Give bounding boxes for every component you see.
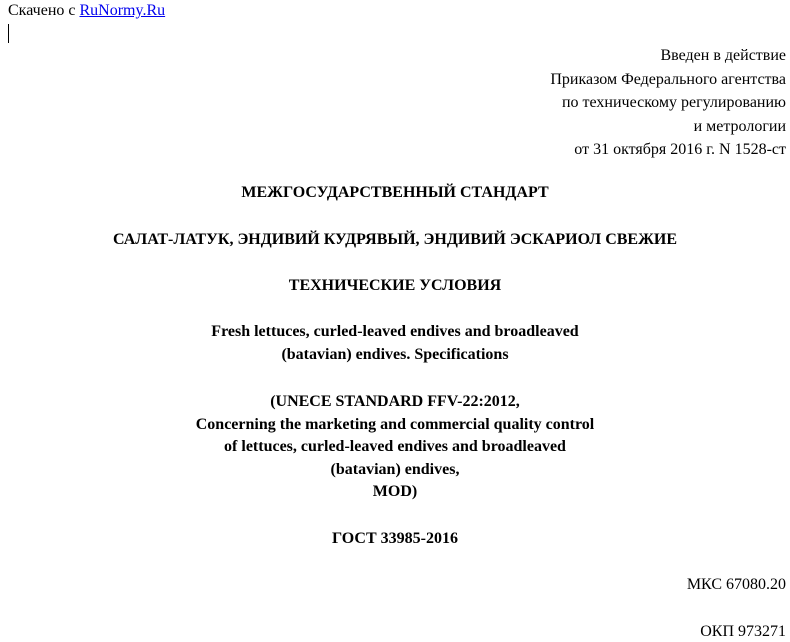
mks-code: МКС 67080.20 [686,576,786,593]
text-cursor [8,24,9,43]
title-en-line: (batavian) endives. Specifications [281,345,509,363]
unece-line: (batavian) endives, [330,460,460,478]
unece-line: MOD) [372,483,418,500]
okp-code: ОКП 973271 [700,623,786,640]
introduction-line: от 31 октября 2016 г. N 1528-ст [574,141,786,158]
introduction-line: и метрологии [693,117,786,135]
gost-number-text: ГОСТ 33985-2016 [332,530,458,547]
introduction-block [550,44,786,162]
download-source-line [8,1,165,21]
runormy-link[interactable]: RuNormy.Ru [79,2,166,19]
title-en-line: Fresh lettuces, curled-leaved endives and broadleaved [211,323,579,340]
standard-type [0,182,790,205]
unece-block [0,391,790,504]
introduction-line: Приказом Федерального агентства [550,70,786,88]
introduction-line: Введен в действие [660,47,786,64]
unece-line: Concerning the marketing and commercial quality control [195,415,595,433]
download-prefix: Скачено с [8,2,80,19]
standard-type-text: МЕЖГОСУДАРСТВЕННЫЙ СТАНДАРТ [241,184,549,201]
subtitle-ru [0,275,790,298]
title-ru [0,229,790,252]
unece-line: (UNECE STANDARD FFV-22:2012, [270,393,520,410]
title-ru-text: САЛАТ-ЛАТУК, ЭНДИВИЙ КУДРЯВЫЙ, ЭНДИВИЙ ЭСКАРИОЛ СВЕЖИЕ [112,231,678,248]
unece-line: of lettuces, curled-leaved endives and broadleaved [224,438,566,455]
title-en [0,321,790,366]
gost-number [0,528,790,551]
subtitle-ru-text: ТЕХНИЧЕСКИЕ УСЛОВИЯ [288,277,502,294]
introduction-line: по техническому регулированию [561,94,786,111]
